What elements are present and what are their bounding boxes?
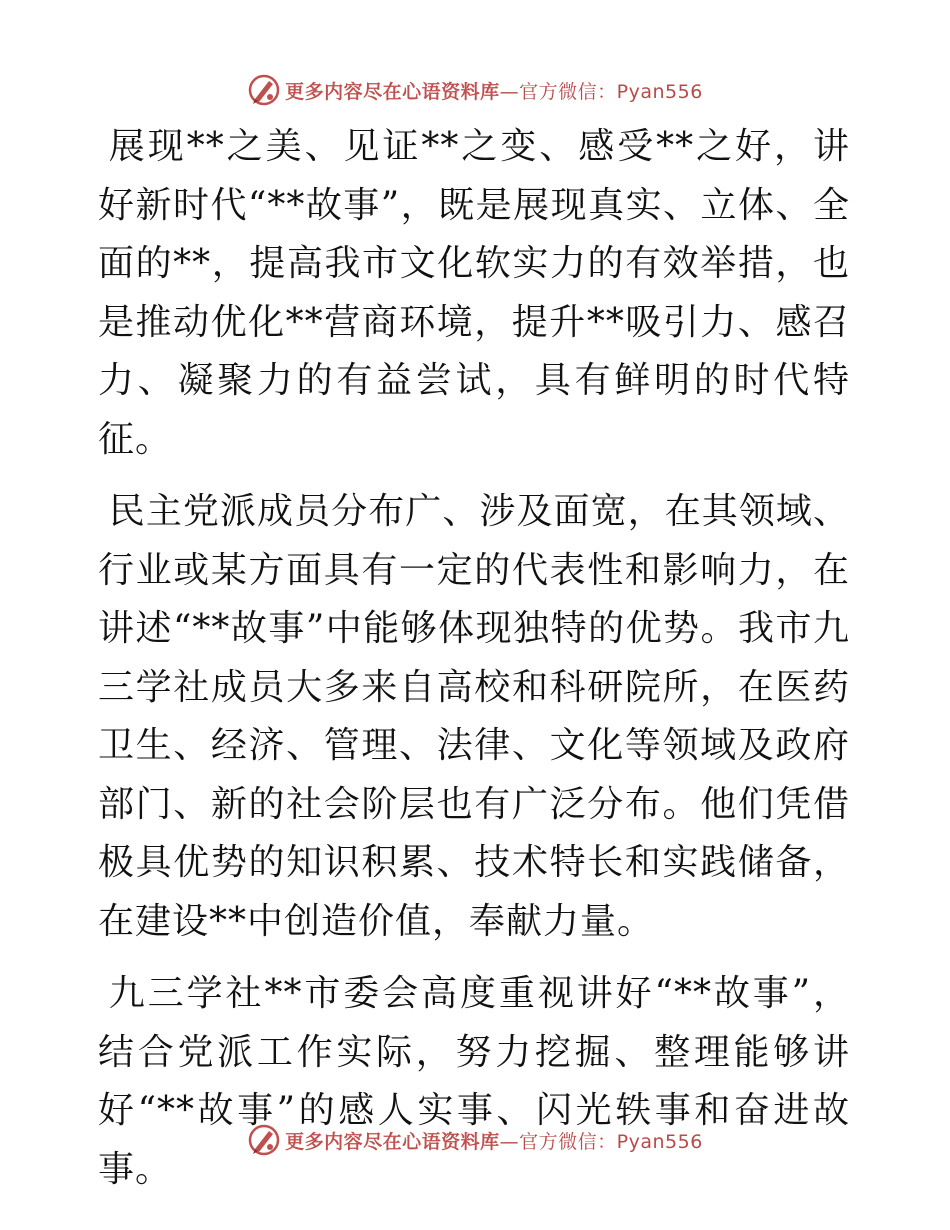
watermark-separator: —: [499, 1130, 520, 1153]
watermark-separator: —: [499, 80, 520, 103]
watermark-contact-text: 官方微信：Pyan556: [519, 80, 703, 103]
watermark-main-text: 更多内容尽在心语资料库: [285, 1130, 500, 1153]
paragraph-2: 民主党派成员分布广、涉及面宽，在其领域、行业或某方面具有一定的代表性和影响力，在讲述“**故事”中能够体现独特的优势。我市九三学社成员大多来自高校和科研院所，在医药卫生、经济、管理、法律、文化等领域及政府部门、新的社会阶层也有广泛分布。他们凭借极具优势的知识积累、技术特长和实践储备，在建设**中创造价值，奉献力量。: [98, 491, 850, 942]
watermark-text: [285, 77, 703, 104]
paragraph-3: 九三学社**市委会高度重视讲好“**故事”，结合党派工作实际，努力挖掘、整理能够讲好“**故事”的感人实事、闪光轶事和奋进故事。: [98, 973, 850, 1190]
pen-logo-icon: [247, 73, 281, 107]
footer-watermark: [0, 1120, 950, 1160]
header-watermark: [0, 70, 950, 110]
watermark-contact-text: 官方微信：Pyan556: [519, 1130, 703, 1153]
watermark-text: [285, 1127, 703, 1154]
watermark-main-text: 更多内容尽在心语资料库: [285, 80, 500, 103]
document-body: [98, 118, 850, 1199]
pen-logo-icon: [247, 1123, 281, 1157]
paragraph-1: 展现**之美、见证**之变、感受**之好，讲好新时代“**故事”，既是展现真实、立体、全面的**，提高我市文化软实力的有效举措，也是推动优化**营商环境，提升**吸引力、感召力、凝聚力的有益尝试，具有鲜明的时代特征。: [98, 126, 850, 460]
